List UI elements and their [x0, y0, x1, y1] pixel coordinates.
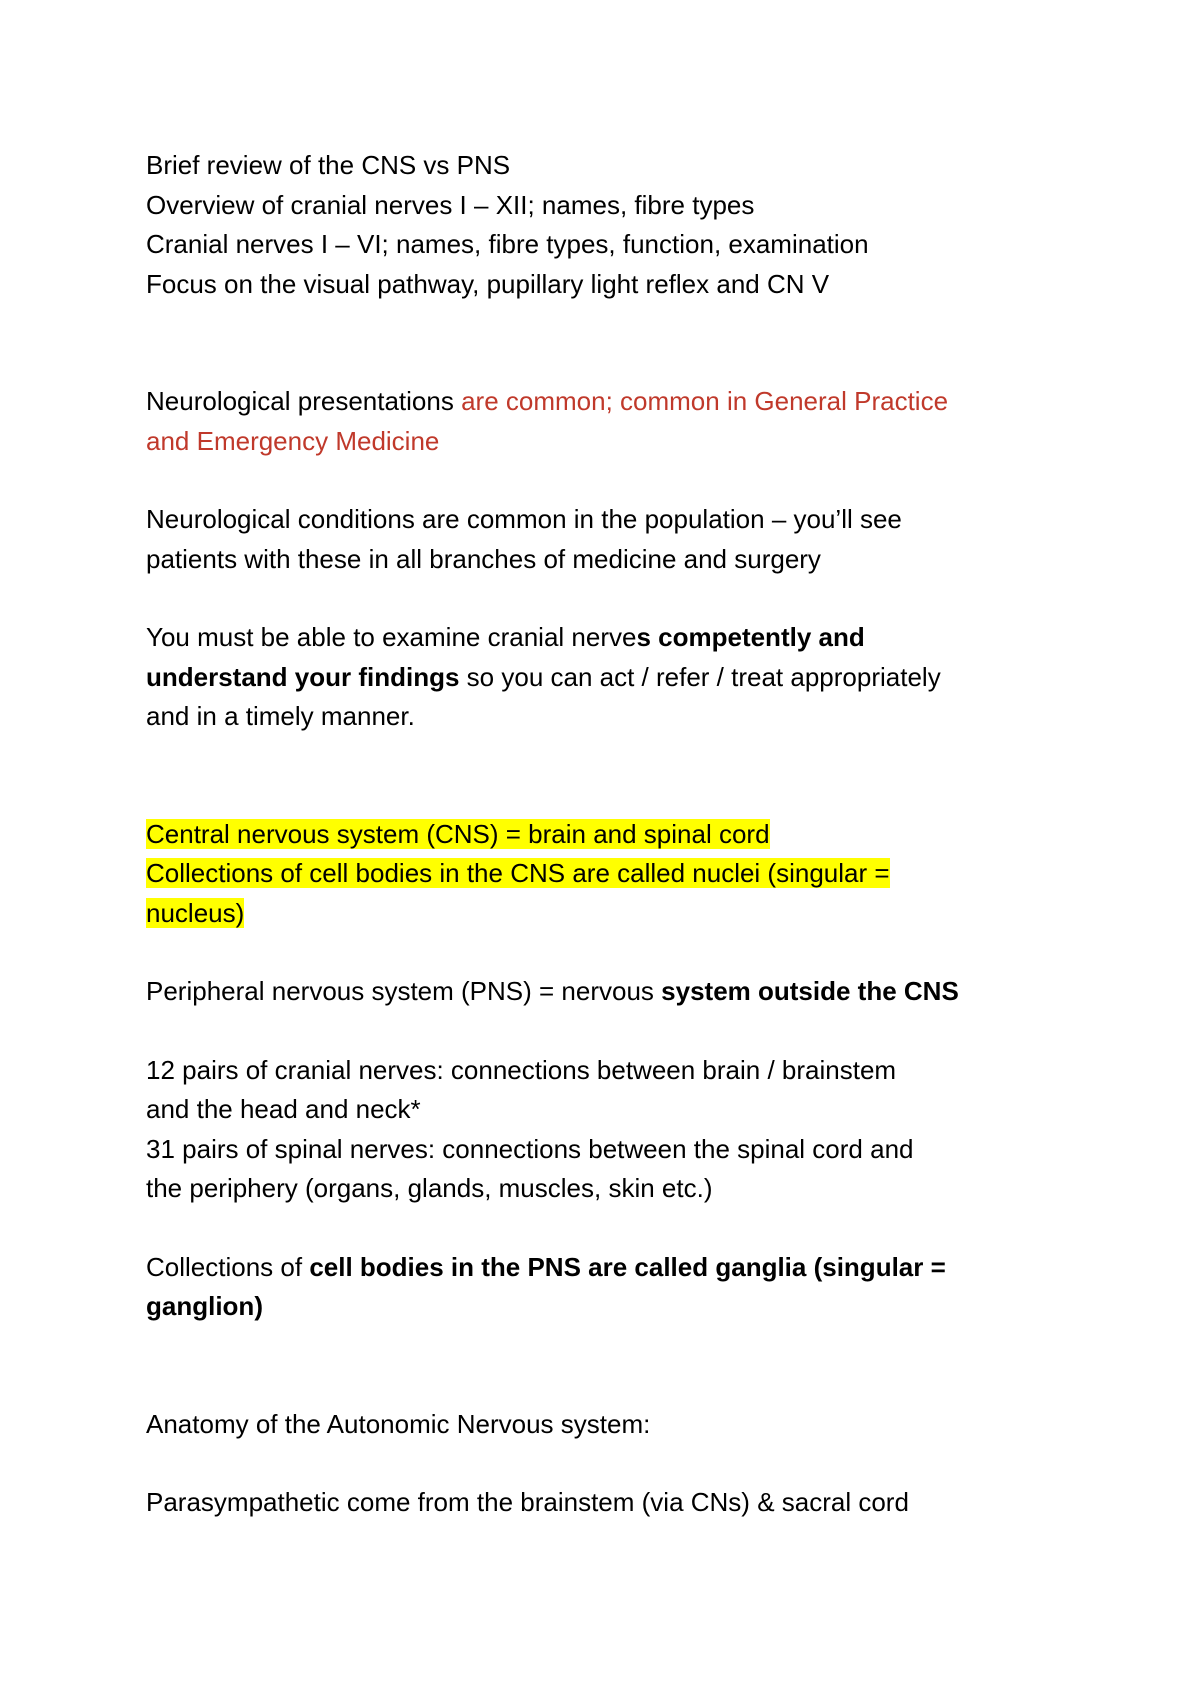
ans-parasympathetic-line: Parasympathetic come from the brainstem (via CNs) & sacral cord	[146, 1487, 909, 1517]
ganglia-bold: ganglion)	[146, 1291, 263, 1321]
examine-line: and in a timely manner.	[146, 701, 415, 731]
cns-highlight: Collections of cell bodies in the CNS are called nuclei (singular =	[146, 858, 890, 888]
spacer	[146, 304, 1086, 382]
pns-text: Peripheral nervous system (PNS) = nervous	[146, 976, 662, 1006]
intro-line: Brief review of the CNS vs PNS	[146, 150, 511, 180]
intro-line: Cranial nerves I – VI; names, fibre types, function, examination	[146, 229, 869, 259]
nerves-line: 31 pairs of spinal nerves: connections between the spinal cord and	[146, 1133, 914, 1164]
spacer	[146, 737, 1086, 815]
examine-text: You must be able to examine cranial nerve	[146, 622, 637, 652]
ganglia-line	[146, 1248, 1086, 1288]
cns-highlight: Central nervous system (CNS) = brain and spinal cord	[146, 818, 770, 849]
spacer	[146, 1209, 1086, 1248]
pns-bold: system outside the CNS	[661, 976, 959, 1006]
presentations-line	[146, 382, 1086, 422]
examine-text: so you can act / refer / treat appropriately	[459, 661, 941, 692]
ganglia-paragraph	[146, 1248, 1086, 1327]
presentations-accent: are common; common in General Practice	[461, 386, 949, 416]
cns-highlight: nucleus)	[146, 897, 245, 928]
nerves-line: the periphery (organs, glands, muscles, skin etc.)	[146, 1173, 713, 1203]
spacer	[146, 933, 1086, 972]
presentations-paragraph	[146, 382, 1086, 461]
cns-line	[146, 854, 1086, 894]
ganglia-text: Collections of	[146, 1251, 310, 1282]
presentations-accent-line: and Emergency Medicine	[146, 425, 440, 456]
conditions-line: Neurological conditions are common in the population – you’ll see	[146, 504, 902, 534]
examine-paragraph	[146, 618, 1086, 737]
examine-bold: understand your findings	[146, 661, 460, 692]
spacer	[146, 461, 1086, 500]
spacer	[146, 1012, 1086, 1051]
ganglia-bold: cell bodies in the PNS are called ganglia (singular =	[309, 1251, 946, 1282]
spacer	[146, 1327, 1086, 1405]
spacer	[146, 1444, 1086, 1483]
conditions-line: patients with these in all branches of medicine and surgery	[146, 543, 821, 574]
nerves-line: and the head and neck*	[146, 1094, 421, 1124]
cns-line	[146, 894, 1086, 934]
ganglia-line	[146, 1287, 1086, 1327]
examine-line	[146, 658, 1086, 698]
presentations-lead: Neurological presentations	[146, 386, 462, 416]
intro-line: Focus on the visual pathway, pupillary light reflex and CN V	[146, 268, 830, 299]
intro-line: Overview of cranial nerves I – XII; names, fibre types	[146, 189, 755, 220]
examine-bold: s competently and	[636, 622, 865, 652]
spacer	[146, 579, 1086, 618]
ans-heading: Anatomy of the Autonomic Nervous system:	[146, 1408, 651, 1439]
ans-heading-paragraph	[146, 1405, 1086, 1445]
cns-paragraph	[146, 815, 1086, 934]
ans-parasympathetic-paragraph	[146, 1483, 1086, 1523]
document-body	[146, 146, 1086, 1523]
intro-paragraph	[146, 146, 1086, 304]
nerves-line: 12 pairs of cranial nerves: connections between brain / brainstem	[146, 1054, 897, 1085]
pns-paragraph	[146, 972, 1086, 1012]
cns-line	[146, 815, 1086, 855]
pns-line	[146, 972, 1086, 1012]
examine-line	[146, 618, 1086, 658]
nerves-paragraph	[146, 1051, 1086, 1209]
conditions-paragraph	[146, 500, 1086, 579]
